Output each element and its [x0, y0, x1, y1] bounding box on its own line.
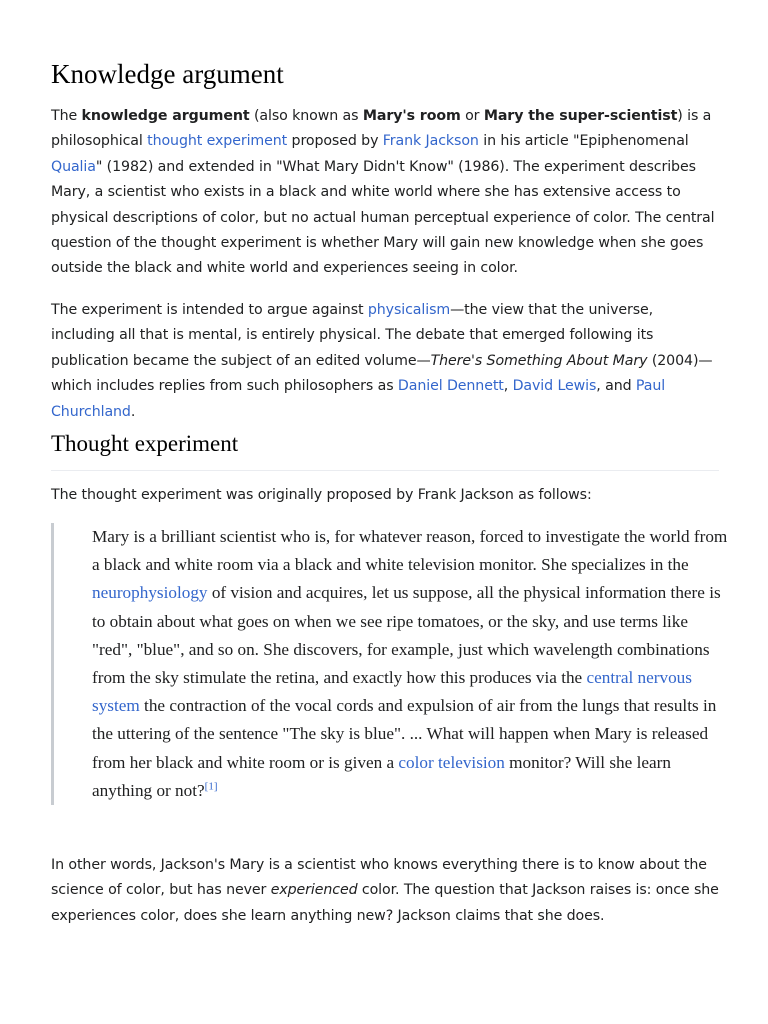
- link-color-television[interactable]: color television: [398, 752, 505, 772]
- link-physicalism[interactable]: physicalism: [367, 302, 451, 318]
- citation-link[interactable]: [1]: [204, 780, 218, 793]
- emphasis-experienced: experienced: [270, 882, 358, 899]
- bold-term-marys-room: Mary's room: [362, 108, 461, 124]
- link-frank-jackson[interactable]: Frank Jackson: [382, 133, 479, 150]
- page-title: Knowledge argument: [51, 59, 284, 89]
- text: or: [460, 108, 484, 124]
- book-title: There's Something About Mary: [430, 352, 648, 369]
- summary-paragraph: [51, 853, 719, 929]
- text: (also known as: [249, 108, 363, 124]
- text: , and: [596, 378, 636, 395]
- jackson-blockquote: [51, 523, 732, 805]
- text: in his article "Epiphenomenal: [478, 133, 689, 150]
- section-heading-thought-experiment: Thought experiment: [51, 431, 239, 456]
- intro-paragraph: [51, 104, 719, 282]
- text: of vision and acquires, let us suppose, all the physical information there is to obtain about what goes on when we see ripe tomatoes, or the sky, and use terms like "red", "blue", and so on. She discovers, for example, just which wavelength combinations from the sky stimulate the retina, and exactly how this produces via the: [92, 583, 721, 688]
- section-divider: [51, 470, 719, 471]
- text: (2004)—which includes replies from such philosophers as: [51, 352, 713, 395]
- text: The experiment is intended to argue against: [51, 302, 368, 318]
- link-central-nervous-system[interactable]: central nervous system: [92, 668, 692, 716]
- text: ,: [503, 378, 513, 395]
- text: monitor? Will she learn anything or not?: [92, 752, 671, 800]
- link-thought-experiment[interactable]: thought experiment: [147, 133, 288, 150]
- text: The: [51, 108, 82, 124]
- bold-term-knowledge-argument: knowledge argument: [81, 108, 250, 124]
- link-daniel-dennett[interactable]: Daniel Dennett: [397, 378, 504, 395]
- link-neurophysiology[interactable]: neurophysiology: [92, 583, 208, 603]
- text: the contraction of the vocal cords and expulsion of air from the lungs that results in the uttering of the sentence "The sky is blue". ... What will happen when Mary is released from her black and white room or is given a: [92, 696, 717, 772]
- quote-intro-paragraph: The thought experiment was originally proposed by Frank Jackson as follows:: [51, 487, 592, 503]
- bold-term-super-scientist: Mary the super-scientist: [483, 108, 678, 124]
- link-paul-churchland[interactable]: Paul Churchland: [51, 378, 666, 420]
- text: —the view that the universe, including all that is mental, is entirely physical. The debate that emerged following its publication became the subject of an edited volume—: [51, 302, 654, 369]
- text: color. The question that Jackson raises is: once she experiences color, does she learn anything new? Jackson claims that she does.: [51, 882, 719, 924]
- text: .: [130, 403, 136, 420]
- text: Mary is a brilliant scientist who is, for whatever reason, forced to investigate the world from a black and white room via a black and white television monitor. She specializes in the: [92, 527, 728, 575]
- physicalism-paragraph: [51, 298, 719, 425]
- text: proposed by: [287, 133, 383, 150]
- link-david-lewis[interactable]: David Lewis: [512, 378, 597, 395]
- text: ) is a philosophical: [51, 108, 712, 150]
- text: In other words, Jackson's Mary is a scientist who knows everything there is to know about the science of color, but has never: [51, 857, 707, 899]
- text: " (1982) and extended in "What Mary Didn't Know" (1986). The experiment describes Mary, a scientist who exists in a black and white world where she has extensive access to physical descriptions of color, but no actual human perceptual experience of color. The central question of the thought experiment is whether Mary will gain new knowledge when she goes outside the black and white world and experiences seeing in color.: [51, 158, 715, 277]
- link-qualia[interactable]: Qualia: [51, 158, 96, 175]
